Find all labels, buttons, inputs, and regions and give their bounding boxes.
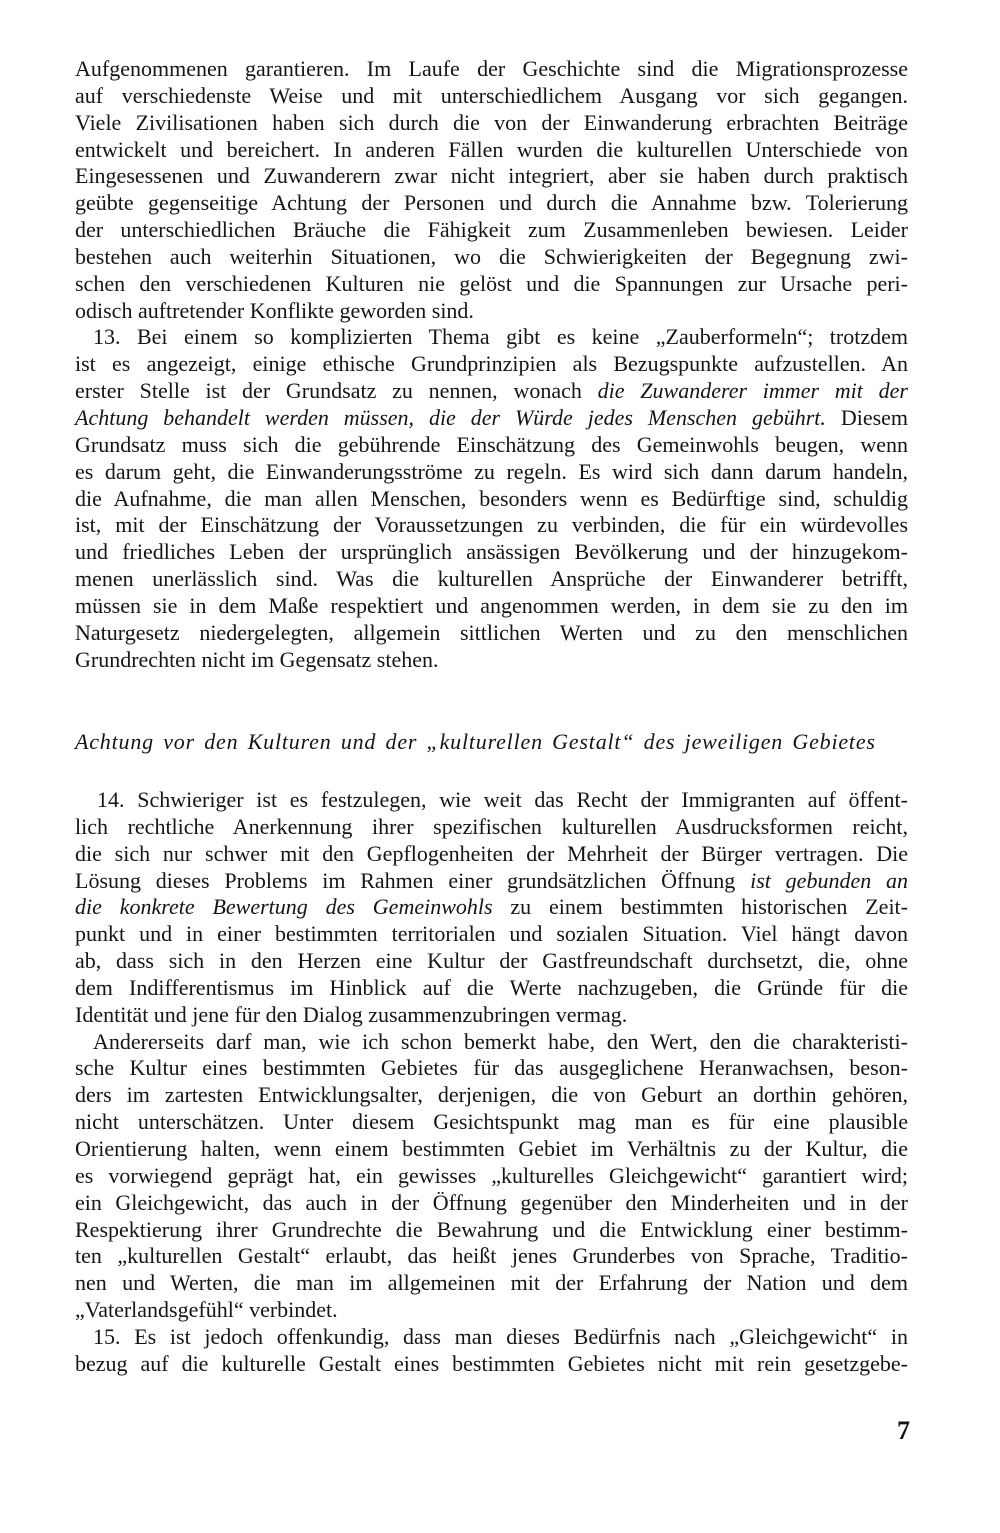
text-line: der unterschiedlichen Bräuche die Fähigkeit zum Zusammenleben bewiesen. Leider [75,217,908,243]
text-line: lich rechtliche Anerkennung ihrer spezifischen kulturellen Ausdrucksformen reicht, [75,813,908,839]
text-run: zu einem bestimmten historischen Zeit- [510,894,909,920]
text-line [75,378,908,405]
text-line: bestehen auch weiterhin Situationen, wo die Schwierigkeiten der Begegnung zwi- [75,243,908,269]
text-line: 14. Schwieriger ist es festzulegen, wie weit das Recht der Immigranten auf öffent- [97,787,908,812]
text-line: nen und Werten, die man im allgemeinen mit der Erfahrung der Nation und dem [75,1270,908,1296]
text-line: ein Gleichgewicht, das auch in der Öffnung gegenüber den Minderheiten und in der [75,1189,908,1215]
text-line: Viele Zivilisationen haben sich durch die von der Einwanderung erbrachten Beiträge [75,109,908,135]
text-line [75,868,908,895]
text-block-lower [75,787,908,1378]
text-line: Identität und jene für den Dialog zusammenzubringen vermag. [75,1001,628,1027]
text-line: odisch auftretender Konflikte geworden sind. [75,297,474,323]
text-line: menen unerlässlich sind. Was die kulturellen Ansprüche der Einwanderer betrifft, [75,566,908,592]
text-line: auf verschiedenste Weise und mit unterschiedlichem Ausgang vor sich gegangen. [75,82,908,108]
text-line: Respektierung ihrer Grundrechte die Bewahrung und die Entwicklung einer bestimm- [75,1216,908,1242]
text-line: die sich nur schwer mit den Gepflogenheiten der Mehrheit der Bürger vertragen. Die [75,840,908,866]
text-line: Aufgenommenen garantieren. Im Laufe der Geschichte sind die Migrationsprozesse [75,56,908,81]
text-line: Andererseits darf man, wie ich schon bemerkt habe, den Wert, den die charakteristi- [93,1028,908,1054]
text-line: geübte gegenseitige Achtung der Personen und durch die Annahme bzw. Tolerierung [75,190,908,216]
text-line: ist, mit der Einschätzung der Voraussetzungen zu verbinden, die für ein würdevolles [75,512,908,538]
text-run: Diesem [840,404,909,430]
text-line: „Vaterlandsgefühl“ verbindet. [75,1297,338,1323]
text-line: und friedliches Leben der ursprünglich ansässigen Bevölkerung und der hinzugekom- [75,539,908,565]
paragraph-14 [75,787,908,1029]
text-line: Naturgesetz niedergelegten, allgemein sittlichen Werten und zu den menschlichen [75,619,908,645]
text-line: ab, dass sich in den Herzen eine Kultur der Gastfreundschaft durchsetzt, die, ohne [75,948,908,974]
paragraph-13 [75,324,908,673]
text-line: Eingesessenen und Zuwanderern zwar nicht integriert, aber sie haben durch praktisch [75,163,908,189]
paragraph-15 [75,1324,908,1378]
text-line: ten „kulturellen Gestalt“ erlaubt, das heißt jenes Grunderbes von Sprache, Traditio- [75,1243,908,1269]
text-line: ders im zartesten Entwicklungsalter, derjenigen, die von Geburt an dorthin gehören, [75,1082,908,1108]
text-line: sche Kultur eines bestimmten Gebietes für das ausgeglichene Heranwachsen, beson- [75,1055,908,1081]
text-line: die Aufnahme, die man allen Menschen, besonders wenn es Bedürftige sind, schuldig [75,485,908,511]
text-line: bezug auf die kulturelle Gestalt eines bestimmten Gebietes nicht mit rein gesetzgebe- [75,1350,908,1376]
paragraph-14-continued [75,1029,908,1324]
text-line: müssen sie in dem Maße respektiert und angenommen werden, in dem sie zu den im [75,592,908,618]
emphasis-run: die konkrete Bewertung des Gemeinwohls [75,894,493,920]
text-line: dem Indifferentismus im Hinblick auf die Werte nachzugeben, die Gründe für die [75,974,908,1000]
text-line [75,405,908,432]
emphasis-run: Achtung behandelt werden müssen, die der Würde jedes Menschen gebührt. [75,404,826,430]
text-line: es darum geht, die Einwanderungsströme zu regeln. Es wird sich dann darum handeln, [75,458,908,484]
text-block-upper [75,56,908,673]
text-line: entwickelt und bereichert. In anderen Fällen wurden die kulturellen Unterschiede von [75,136,908,162]
text-line: ist es angezeigt, einige ethische Grundprinzipien als Bezugspunkte aufzustellen. An [75,351,908,377]
text-line: Grundsatz muss sich die gebührende Einschätzung des Gemeinwohls beugen, wenn [75,431,908,457]
text-run: Lösung dieses Problems im Rahmen einer grundsätzlichen Öffnung [75,867,736,893]
section-heading: Achtung vor den Kulturen und der „kulturellen Gestalt“ des jeweiligen Gebietes [75,729,876,754]
text-line: nicht unterschätzen. Unter diesem Gesichtspunkt mag man es für eine plausible [75,1109,908,1135]
text-line: 15. Es ist jedoch offenkundig, dass man dieses Bedürfnis nach „Gleichgewicht“ in [93,1323,908,1349]
text-line: schen den verschiedenen Kulturen nie gelöst und die Spannungen zur Ursache peri- [75,270,908,296]
text-line: Grundrechten nicht im Gegensatz stehen. [75,646,439,672]
text-line: 13. Bei einem so komplizierten Thema gibt es keine „Zauberformeln“; trotzdem [93,324,908,350]
text-line [75,894,908,921]
text-line: es vorwiegend geprägt hat, ein gewisses „kulturelles Gleichgewicht“ garantiert wird; [75,1162,908,1188]
text-line: punkt und in einer bestimmten territorialen und sozialen Situation. Viel hängt davon [75,921,908,947]
text-line: Orientierung halten, wenn einem bestimmten Gebiet im Verhältnis zu der Kultur, die [75,1135,908,1161]
emphasis-run: die Zuwanderer immer mit der [597,378,908,404]
paragraph-12-continuation [75,56,908,324]
page-number: 7 [897,1416,910,1445]
text-run: erster Stelle ist der Grundsatz zu nennen, wonach [75,378,582,404]
emphasis-run: ist gebunden an [750,867,908,893]
